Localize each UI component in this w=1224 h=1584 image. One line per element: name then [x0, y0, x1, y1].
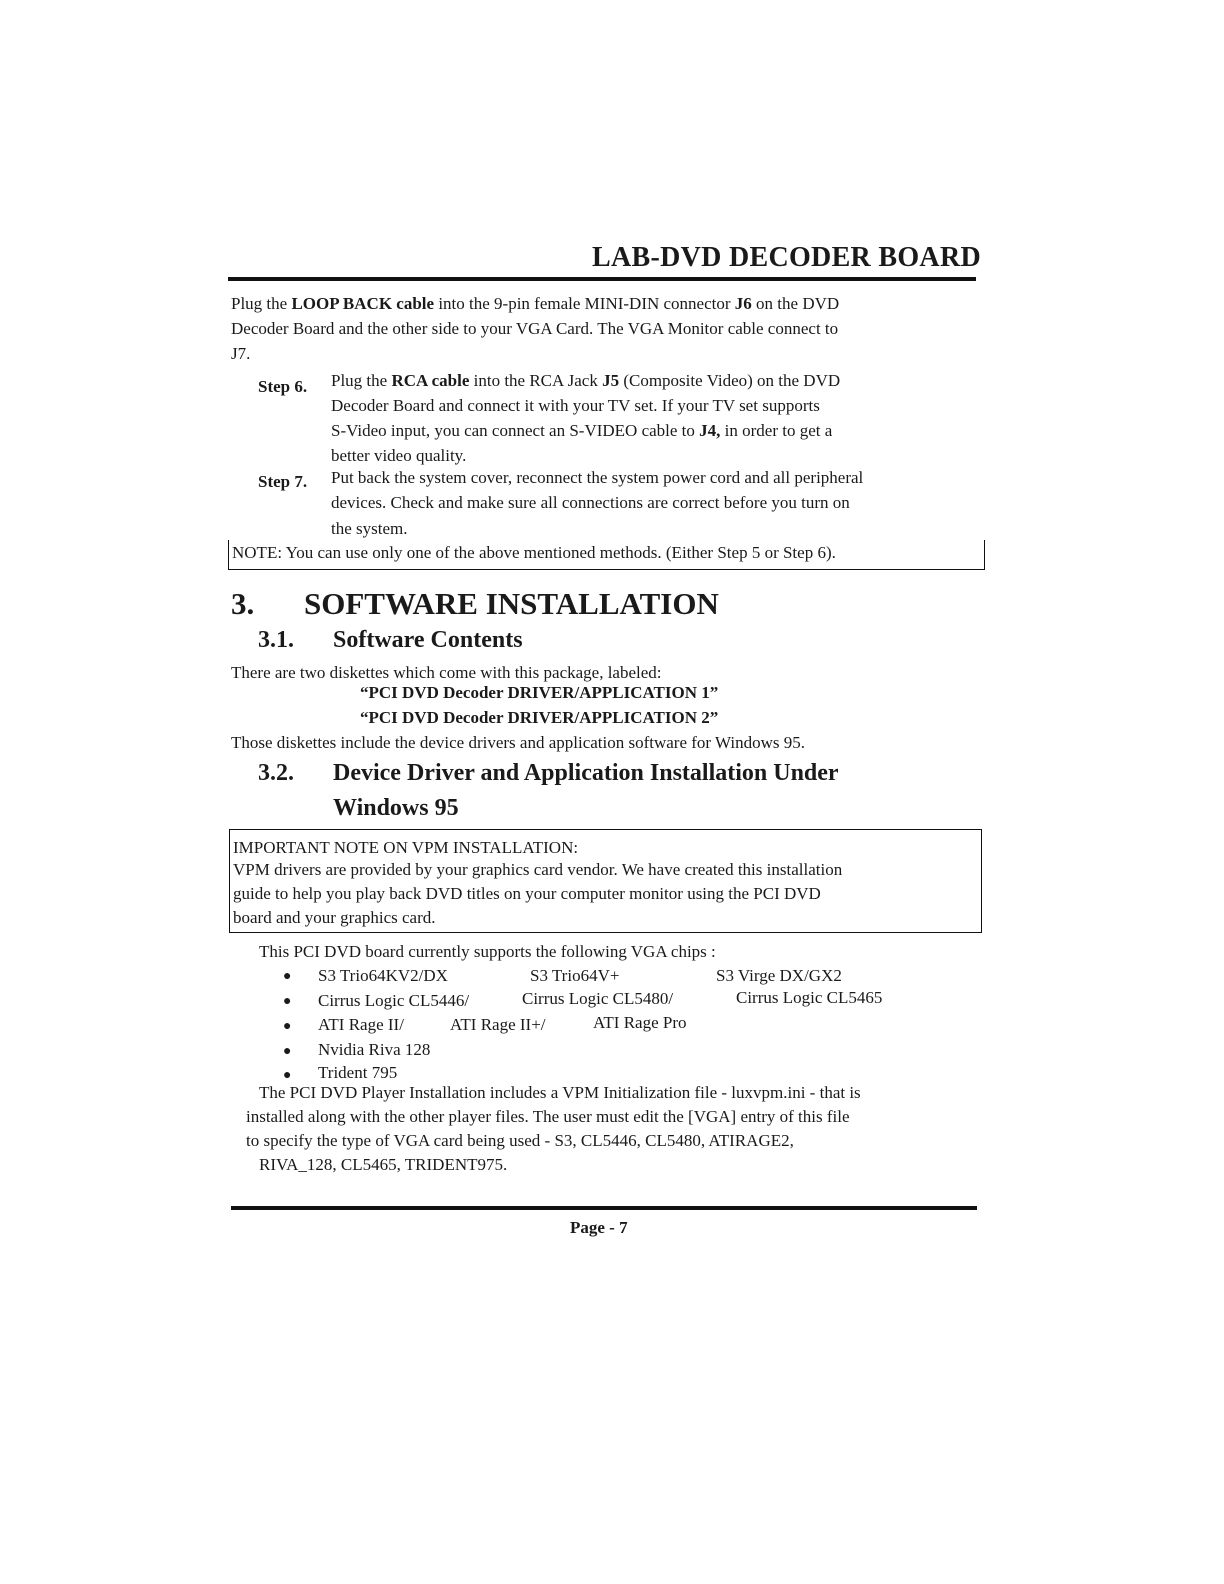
connector-j5: J5 — [602, 371, 620, 390]
step-7-line-2: devices. Check and make sure all connections are correct before you turn on — [331, 493, 850, 512]
important-note-box — [229, 829, 982, 933]
step-6-line-2: Decoder Board and connect it with your TV set. If your TV set supports — [331, 396, 820, 415]
intro-line-2: Decoder Board and the other side to your VGA Card. The VGA Monitor cable connect to — [231, 319, 839, 338]
vga-chip: S3 Trio64V+ — [530, 966, 620, 985]
intro-text: Plug the — [231, 294, 292, 313]
intro-line-1 — [231, 294, 839, 314]
section-3-1-number: 3.1. — [258, 627, 294, 653]
step-text: into the RCA Jack — [469, 371, 603, 390]
step-text: (Composite Video) on the DVD — [619, 371, 841, 390]
intro-text: into the 9-pin female MINI-DIN connector — [434, 294, 735, 313]
step-6-label: Step 6. — [258, 377, 308, 396]
header-rule — [228, 277, 976, 281]
step-text: Plug the — [331, 371, 392, 390]
intro-line-3: J7. — [231, 344, 251, 363]
vga-chip: Cirrus Logic CL5480/ — [522, 989, 674, 1008]
loop-back-cable-term: LOOP BACK cable — [291, 294, 435, 313]
step-text: S-Video input, you can connect an S-VIDEO cable to — [331, 421, 700, 440]
bullet-icon: ● — [283, 1019, 292, 1034]
vga-chip: ATI Rage II+/ — [450, 1015, 546, 1034]
bullet-icon: ● — [283, 994, 292, 1009]
section-3-1-text: There are two diskettes which come with this package, labeled: — [231, 663, 662, 682]
vga-chip: Trident 795 — [318, 1063, 398, 1082]
bullet-icon: ● — [283, 969, 292, 984]
section-3-2-number: 3.2. — [258, 760, 294, 786]
connector-j6: J6 — [734, 294, 752, 313]
vga-para-line-1: The PCI DVD Player Installation includes a VPM Initialization file - luxvpm.ini - that is — [259, 1083, 861, 1102]
step-7-line-1: Put back the system cover, reconnect the system power cord and all peripheral — [331, 468, 864, 487]
vga-chip: S3 Virge DX/GX2 — [716, 966, 842, 985]
section-3-2-title-line-2: Windows 95 — [333, 795, 459, 821]
vga-chip: Cirrus Logic CL5465 — [736, 988, 883, 1007]
note-box — [228, 540, 985, 570]
page-header-title: LAB-DVD DECODER BOARD — [592, 242, 981, 273]
bullet-icon: ● — [283, 1068, 292, 1083]
vga-chip: ATI Rage II/ — [318, 1015, 404, 1034]
connector-j4: J4, — [699, 421, 721, 440]
vga-chip: S3 Trio64KV2/DX — [318, 966, 448, 985]
section-3-title: SOFTWARE INSTALLATION — [304, 586, 719, 621]
diskette-2-label: “PCI DVD Decoder DRIVER/APPLICATION 2” — [360, 708, 719, 727]
section-3-1-after: Those diskettes include the device drivers and application software for Windows 95. — [231, 733, 806, 752]
page-number: Page - 7 — [570, 1218, 628, 1237]
vga-chip: Nvidia Riva 128 — [318, 1040, 431, 1059]
vga-para-line-4: RIVA_128, CL5465, TRIDENT975. — [259, 1155, 508, 1174]
vga-chip: Cirrus Logic CL5446/ — [318, 991, 470, 1010]
note-text: NOTE: You can use only one of the above mentioned methods. (Either Step 5 or Step 6). — [232, 543, 836, 562]
section-3-2-title-line-1: Device Driver and Application Installation Under — [333, 760, 839, 786]
section-3-1-title: Software Contents — [333, 627, 523, 653]
vga-para-line-2: installed along with the other player files. The user must edit the [VGA] entry of this file — [246, 1107, 850, 1126]
important-line-1: VPM drivers are provided by your graphics card vendor. We have created this installation — [233, 860, 843, 879]
bullet-icon: ● — [283, 1044, 292, 1059]
diskette-1-label: “PCI DVD Decoder DRIVER/APPLICATION 1” — [360, 683, 719, 702]
important-heading: IMPORTANT NOTE ON VPM INSTALLATION: — [233, 838, 579, 857]
step-6-line-1 — [331, 371, 840, 391]
rca-cable-term: RCA cable — [391, 371, 470, 390]
intro-text: on the DVD — [751, 294, 840, 313]
important-line-2: guide to help you play back DVD titles on your computer monitor using the PCI DVD — [233, 884, 821, 903]
vga-chip: ATI Rage Pro — [593, 1013, 687, 1032]
step-6-line-4: better video quality. — [331, 446, 467, 465]
step-7-line-3: the system. — [331, 519, 408, 538]
vga-intro: This PCI DVD board currently supports the following VGA chips : — [259, 942, 716, 961]
vga-para-line-3: to specify the type of VGA card being used - S3, CL5446, CL5480, ATIRAGE2, — [246, 1131, 794, 1150]
step-text: in order to get a — [720, 421, 833, 440]
footer-rule — [231, 1206, 977, 1210]
step-7-label: Step 7. — [258, 472, 308, 491]
important-line-3: board and your graphics card. — [233, 908, 436, 927]
step-6-line-3 — [331, 421, 832, 441]
section-3-number: 3. — [231, 586, 255, 621]
